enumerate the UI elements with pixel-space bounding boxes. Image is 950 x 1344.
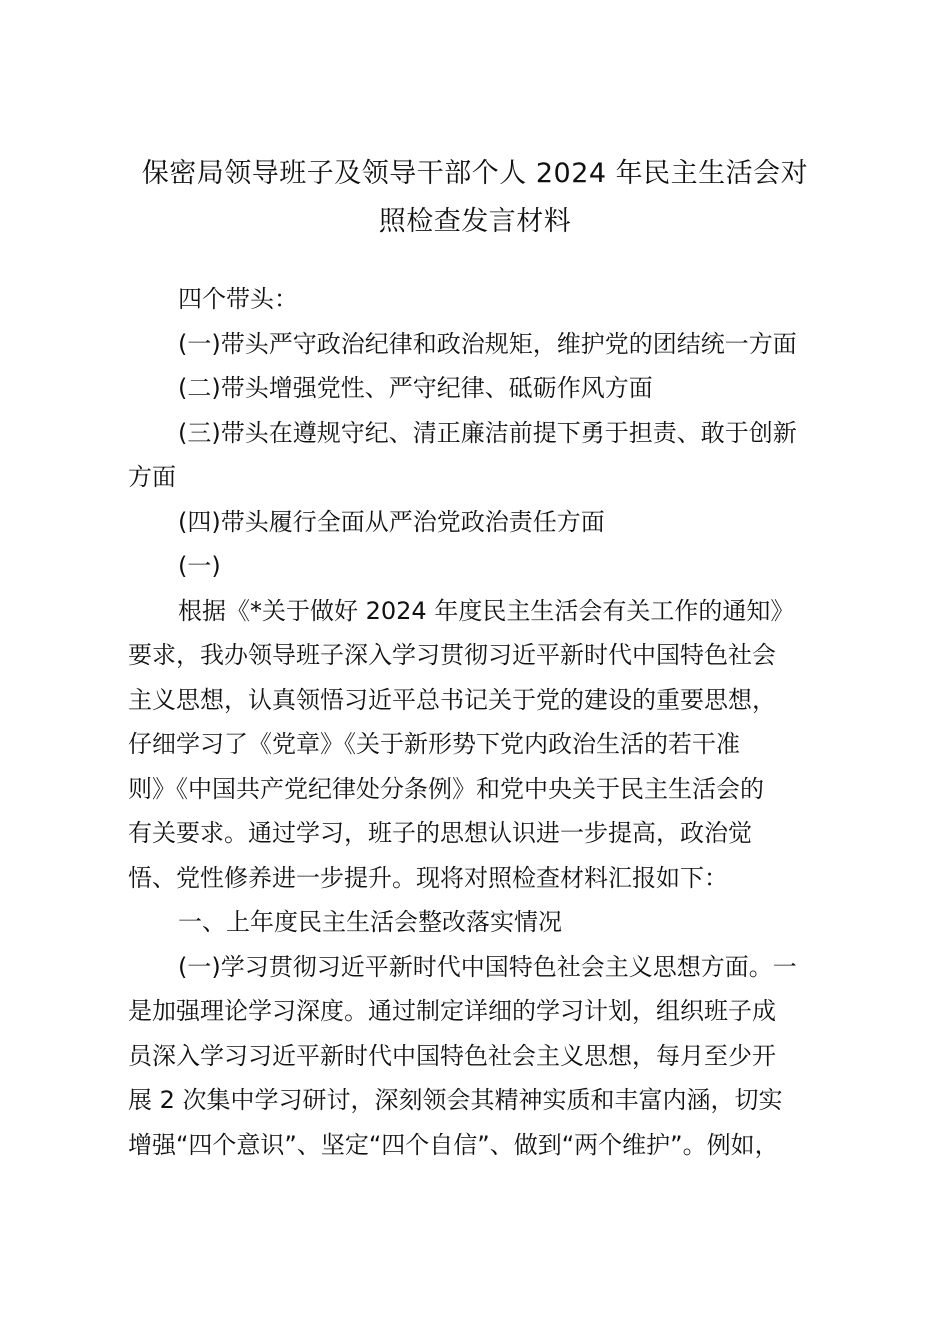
paragraph-line: (三)带头在遵规守纪、清正廉洁前提下勇于担责、敢于创新 bbox=[178, 418, 797, 447]
title-line-2: 照检查发言材料 bbox=[378, 206, 572, 237]
paragraph-line: 有关要求。通过学习，班子的思想认识进一步提高，政治觉 bbox=[128, 819, 752, 847]
paragraph-line: (一) bbox=[178, 552, 221, 580]
paragraph-line: 仔细学习了《党章》《关于新形势下党内政治生活的若干准 bbox=[128, 730, 740, 758]
paragraph-line: (一)学习贯彻习近平新时代中国特色社会主义思想方面。一 bbox=[178, 952, 797, 981]
paragraph-line: 员深入学习习近平新时代中国特色社会主义思想，每月至少开 bbox=[128, 1041, 776, 1070]
paragraph-line: 是加强理论学习深度。通过制定详细的学习计划，组织班子成 bbox=[128, 997, 776, 1025]
paragraph-line: 展 2 次集中学习研讨，深刻领会其精神实质和丰富内涵，切实 bbox=[128, 1086, 783, 1114]
document-title bbox=[120, 150, 830, 246]
paragraph-line: (一)带头严守政治纪律和政治规矩，维护党的团结统一方面 bbox=[178, 329, 797, 358]
paragraph-line: 则》《中国共产党纪律处分条例》和党中央关于民主生活会的 bbox=[128, 774, 764, 803]
paragraph-line: 主义思想，认真领悟习近平总书记关于党的建设的重要思想， bbox=[128, 685, 776, 714]
paragraph-line: 要求，我办领导班子深入学习贯彻习近平新时代中国特色社会 bbox=[128, 641, 776, 669]
paragraph-line: 悟、党性修养进一步提升。现将对照检查材料汇报如下： bbox=[128, 863, 728, 892]
paragraph-line: 增强“四个意识”、坚定“四个自信”、做到“两个维护”。例如， bbox=[128, 1130, 779, 1159]
paragraph-line: 根据《*关于做好 2024 年度民主生活会有关工作的通知》 bbox=[178, 596, 795, 625]
paragraph-line: 方面 bbox=[128, 463, 176, 491]
document-body bbox=[128, 277, 828, 1167]
paragraph-line: 一、上年度民主生活会整改落实情况 bbox=[178, 908, 562, 936]
title-line-1: 保密局领导班子及领导干部个人 2024 年民主生活会对 bbox=[141, 158, 809, 189]
paragraph-line: 四个带头： bbox=[178, 285, 298, 313]
paragraph-line: (四)带头履行全面从严治党政治责任方面 bbox=[178, 507, 605, 536]
paragraph-line: (二)带头增强党性、严守纪律、砥砺作风方面 bbox=[178, 374, 653, 402]
